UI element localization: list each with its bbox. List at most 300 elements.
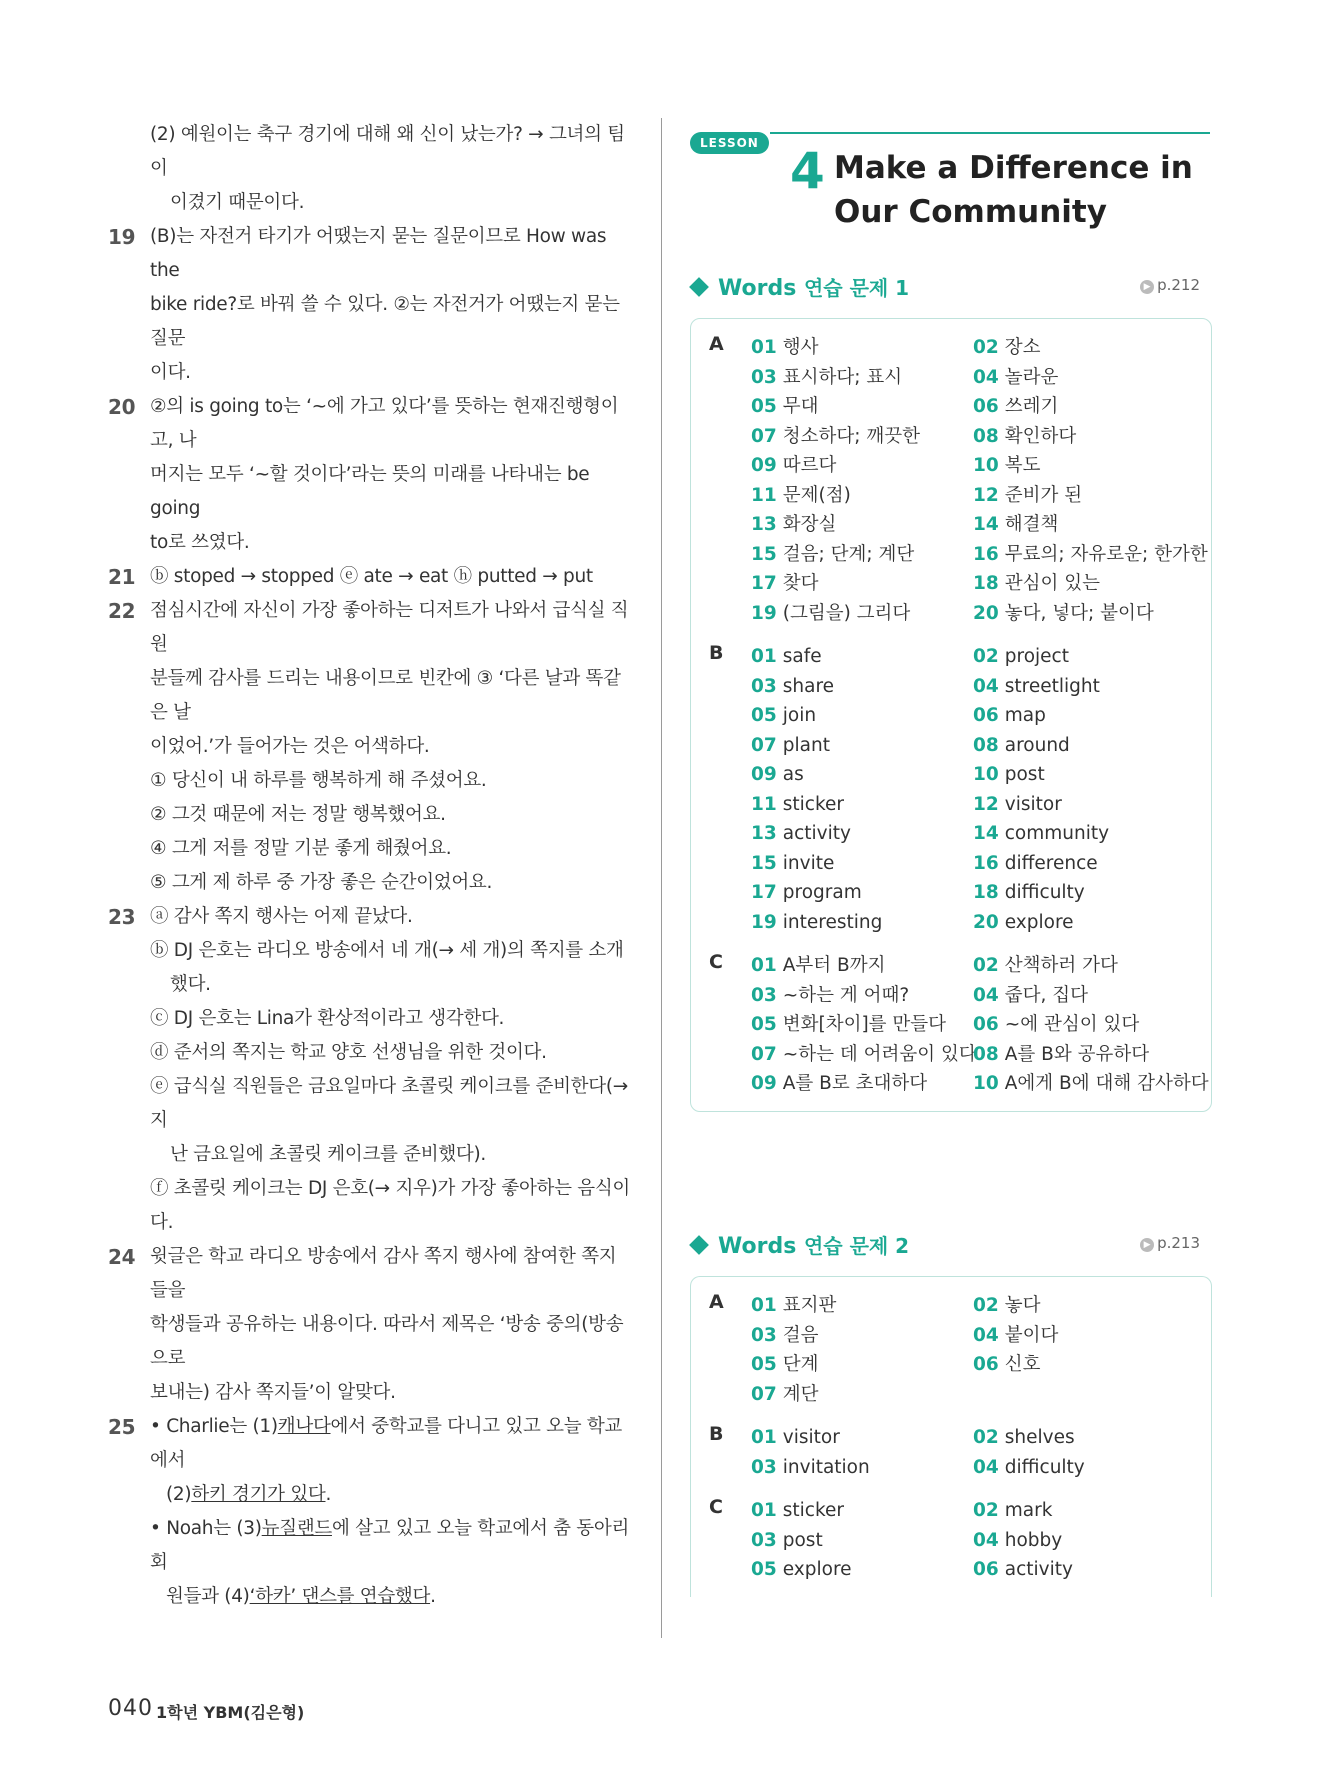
answer-row — [751, 701, 1211, 731]
answer-item — [100, 560, 632, 594]
answer-num: 15 — [751, 852, 777, 874]
answer-num: 06 — [973, 1559, 999, 1580]
answer-cell — [751, 672, 973, 702]
answer-num: 04 — [973, 1456, 999, 1478]
answer-text: A에게 B에 대해 감사하다 — [1004, 1073, 1209, 1094]
answer-text: ~하는 게 어때? — [782, 984, 910, 1006]
answer-text: 찾다 — [782, 573, 819, 594]
answer-cell — [973, 333, 1195, 363]
answer-text: 붙이다 — [1004, 1324, 1059, 1346]
answer-row — [751, 1010, 1211, 1040]
answer-row — [751, 1453, 1211, 1483]
answer-row — [751, 1291, 1211, 1321]
answer-cell — [751, 1291, 973, 1321]
answer-num: 10 — [973, 764, 999, 785]
answer-num: 08 — [973, 734, 999, 756]
text-line: 분들께 감사를 드리는 내용이므로 빈칸에 ③ ‘다른 날과 똑같은 날 — [150, 668, 621, 723]
answer-row — [751, 908, 1211, 938]
answer-row — [751, 760, 1211, 790]
answer-row — [751, 1040, 1211, 1070]
text-line: ⓕ 초콜릿 케이크는 DJ 은호(→ 지우)가 가장 좋아하는 음식이다. — [150, 1178, 630, 1233]
answer-num: 06 — [973, 1014, 999, 1035]
answer-row — [751, 1496, 1211, 1526]
answer-cell — [973, 481, 1195, 511]
answer-text: invitation — [782, 1456, 870, 1478]
answer-cell — [751, 790, 973, 820]
answer-num: 11 — [751, 793, 777, 815]
answer-cell — [973, 701, 1195, 731]
lesson-header — [690, 130, 1210, 240]
arrow-icon: ▶ — [1140, 280, 1154, 294]
answer-cell — [751, 481, 973, 511]
answer-row — [751, 672, 1211, 702]
answer-num: 07 — [751, 1043, 777, 1065]
answer-num: 01 — [751, 1295, 777, 1316]
answer-group — [691, 951, 1211, 1099]
answer-text: 표시하다; 표시 — [782, 366, 903, 388]
answer-text: 산책하러 가다 — [1004, 955, 1118, 976]
text-line: (B)는 자전거 타기가 어땠는지 묻는 질문이므로 How was the — [150, 226, 607, 281]
answer-cell — [973, 451, 1195, 481]
underlined-answer: 캐나다 — [277, 1416, 331, 1437]
answer-item — [100, 220, 632, 390]
text-line: 학생들과 공유하는 내용이다. 따라서 제목은 ‘방송 중의(방송으로 — [150, 1314, 624, 1369]
answer-cell — [751, 951, 973, 981]
answer-group — [691, 333, 1211, 628]
answer-cell — [751, 392, 973, 422]
answer-text: 무료의; 자유로운; 한가한 — [1004, 543, 1208, 565]
answer-cell — [751, 701, 973, 731]
page-reference-text: p.213 — [1157, 1234, 1200, 1252]
text-line: 이다. — [150, 362, 191, 383]
text-span: (2) — [166, 1484, 192, 1505]
answer-text: activity — [1004, 1559, 1073, 1580]
answer-num: 04 — [973, 1529, 999, 1551]
footer-text: 1학년 YBM(김은형) — [156, 1703, 305, 1722]
answer-num: 07 — [751, 734, 777, 756]
text-span: 에서 중학교를 다니고 있고 오늘 학교에서 — [150, 1416, 622, 1471]
text-line: ⓐ 감사 쪽지 행사는 어제 끝났다. — [150, 906, 413, 927]
answer-num: 17 — [751, 573, 777, 594]
answer-num: 13 — [751, 823, 777, 844]
answer-num: 18 — [973, 573, 999, 594]
answer-num: 11 — [751, 484, 777, 506]
answer-cell — [973, 981, 1195, 1011]
column-divider — [661, 118, 662, 1638]
answer-group — [691, 642, 1211, 937]
answer-cell — [751, 849, 973, 879]
answer-num: 20 — [973, 602, 999, 624]
answer-num: 05 — [751, 705, 777, 726]
text-line: (2) 예원이는 축구 경기에 대해 왜 신이 났는가? → 그녀의 팀이 — [150, 124, 625, 179]
section-title — [718, 1230, 909, 1259]
answer-cell — [973, 510, 1195, 540]
answer-cell — [973, 951, 1195, 981]
answer-row — [751, 481, 1211, 511]
answer-num: 03 — [751, 675, 777, 697]
answer-text: 따르다 — [782, 455, 837, 476]
answer-text: 문제(점) — [782, 484, 851, 506]
answer-text: project — [1004, 646, 1069, 667]
answer-row — [751, 333, 1211, 363]
answer-text: 쓰레기 — [1004, 396, 1059, 417]
answer-text: visitor — [782, 1427, 840, 1448]
group-letter: C — [709, 1496, 723, 1518]
text-line: ④ 그게 저를 정말 기분 좋게 해줬어요. — [150, 838, 452, 859]
answer-text: 단계 — [782, 1354, 819, 1375]
answer-text: activity — [782, 823, 851, 844]
text-span: • Noah는 (3) — [150, 1518, 262, 1539]
answer-num: 04 — [973, 984, 999, 1006]
answer-row — [751, 510, 1211, 540]
answer-cell — [751, 1526, 973, 1556]
section-title — [718, 272, 909, 301]
answer-num: 01 — [751, 955, 777, 976]
header-rule — [770, 132, 1210, 134]
text-line: ②의 is going to는 ‘~에 가고 있다’를 뜻하는 현재진행형이고, 나 — [150, 396, 619, 451]
section-header-2 — [690, 1230, 1210, 1260]
answer-text: explore — [782, 1559, 852, 1580]
text-line: 보내는) 감사 쪽지들’이 알맞다. — [150, 1382, 396, 1403]
answer-num: 01 — [751, 337, 777, 358]
answer-text: interesting — [782, 911, 883, 933]
answer-text: post — [1004, 764, 1045, 785]
text-span: • Charlie는 (1) — [150, 1416, 278, 1437]
underlined-answer: 뉴질랜드 — [261, 1518, 332, 1539]
answer-num: 01 — [751, 646, 777, 667]
answer-row — [751, 599, 1211, 629]
answer-cell — [751, 1496, 973, 1526]
answer-row — [751, 1380, 1211, 1410]
answer-num: 02 — [973, 337, 999, 358]
answer-number: 21 — [108, 565, 136, 589]
answer-text: shelves — [1004, 1427, 1075, 1448]
answer-cell — [973, 790, 1195, 820]
answer-cell — [751, 760, 973, 790]
answer-cell — [973, 1496, 1195, 1526]
text-span: 에 살고 있고 오늘 학교에서 춤 동아리 회 — [150, 1518, 630, 1573]
text-line: bike ride?로 바꿔 쓸 수 있다. ②는 자전거가 어땠는지 묻는 질문 — [150, 294, 620, 349]
answer-cell — [973, 760, 1195, 790]
answer-num: 13 — [751, 514, 777, 535]
answer-num: 14 — [973, 514, 999, 535]
answer-text: 걸음; 단계; 계단 — [782, 543, 915, 565]
text-line: ⓓ 준서의 쪽지는 학교 양호 선생님을 위한 것이다. — [150, 1042, 547, 1063]
text-line: 점심시간에 자신이 가장 좋아하는 디저트가 나와서 급식실 직원 — [150, 600, 629, 655]
answer-box-1 — [690, 318, 1212, 1112]
answer-text: ~하는 데 어려움이 있다 — [782, 1043, 977, 1065]
text-line: 윗글은 학교 라디오 방송에서 감사 쪽지 행사에 참여한 쪽지들을 — [150, 1246, 617, 1301]
answer-cell — [973, 642, 1195, 672]
answer-row — [751, 392, 1211, 422]
answer-num: 14 — [973, 823, 999, 844]
answer-number: 19 — [108, 225, 136, 249]
answer-cell — [973, 363, 1195, 393]
answer-num: 05 — [751, 396, 777, 417]
text-line: 이었어.’가 들어가는 것은 어색하다. — [150, 736, 430, 757]
answer-row — [751, 849, 1211, 879]
answer-18-continued — [100, 118, 632, 220]
answer-text: 확인하다 — [1004, 425, 1077, 447]
answer-row — [751, 642, 1211, 672]
answer-text: 계단 — [782, 1383, 819, 1405]
answer-num: 08 — [973, 425, 999, 447]
answer-num: 04 — [973, 1324, 999, 1346]
text-line: ② 그것 때문에 저는 정말 행복했어요. — [150, 804, 446, 825]
answer-item — [100, 1240, 632, 1410]
answer-num: 10 — [973, 1073, 999, 1094]
answer-cell — [973, 422, 1195, 452]
answer-cell — [973, 569, 1195, 599]
answer-num: 09 — [751, 455, 777, 476]
answer-num: 03 — [751, 984, 777, 1006]
answer-text: sticker — [782, 1500, 844, 1521]
answer-cell — [973, 731, 1195, 761]
answer-cell — [751, 1321, 973, 1351]
answer-num: 01 — [751, 1427, 777, 1448]
answer-cell — [973, 1291, 1195, 1321]
answer-num: 19 — [751, 602, 777, 624]
answer-text: 해결책 — [1004, 514, 1059, 535]
section-title-en: Words — [718, 1234, 797, 1259]
answer-cell — [973, 540, 1208, 570]
answer-num: 07 — [751, 1383, 777, 1405]
answer-number: 23 — [108, 905, 136, 929]
lesson-number: 4 — [790, 142, 825, 200]
answer-row — [751, 1423, 1211, 1453]
answer-text: 변화[차이]를 만들다 — [782, 1014, 947, 1035]
answer-num: 16 — [973, 543, 999, 565]
text-span: . — [430, 1586, 436, 1607]
answer-text: 놓다, 넣다; 붙이다 — [1004, 602, 1154, 624]
diamond-icon — [689, 1235, 709, 1255]
answer-cell — [751, 1069, 973, 1099]
answer-cell — [973, 878, 1195, 908]
answer-num: 18 — [973, 882, 999, 903]
answer-cell — [973, 908, 1195, 938]
answer-row — [751, 422, 1211, 452]
answer-cell — [973, 1040, 1195, 1070]
text-line: ⓔ 급식실 직원들은 금요일마다 초콜릿 케이크를 준비한다(→ 지 — [150, 1076, 628, 1131]
answer-text: (그림을) 그리다 — [782, 602, 911, 624]
section-title-ko: 연습 문제 1 — [803, 276, 910, 300]
answer-row — [751, 1555, 1211, 1585]
answer-num: 05 — [751, 1559, 777, 1580]
section-title-en: Words — [718, 276, 797, 301]
answer-num: 02 — [973, 646, 999, 667]
answer-text: difficulty — [1004, 1456, 1085, 1478]
answer-row — [751, 1321, 1211, 1351]
answer-text: community — [1004, 823, 1110, 844]
text-line: ⓑ stoped → stopped ⓔ ate → eat ⓗ putted → put — [150, 566, 593, 587]
answer-num: 17 — [751, 882, 777, 903]
answer-num: 10 — [973, 455, 999, 476]
answer-text: 줍다, 집다 — [1004, 984, 1088, 1006]
answer-text: A를 B와 공유하다 — [1004, 1043, 1150, 1065]
answer-cell — [751, 981, 973, 1011]
answer-text: 무대 — [782, 396, 819, 417]
answer-text: 화장실 — [782, 514, 837, 535]
answer-cell — [751, 540, 973, 570]
page-reference — [1140, 1234, 1200, 1252]
answer-number: 22 — [108, 599, 136, 623]
answer-cell — [973, 1069, 1209, 1099]
answer-text: sticker — [782, 793, 844, 815]
text-line: ⓑ DJ 은호는 라디오 방송에서 네 개(→ 세 개)의 쪽지를 소개 — [150, 940, 624, 961]
answer-text: around — [1004, 734, 1070, 756]
answer-text: mark — [1004, 1500, 1053, 1521]
answer-text: program — [782, 882, 862, 903]
answer-num: 06 — [973, 396, 999, 417]
answer-text: difference — [1004, 852, 1098, 874]
answer-num: 02 — [973, 1295, 999, 1316]
answer-num: 08 — [973, 1043, 999, 1065]
diamond-icon — [689, 277, 709, 297]
answer-text: 장소 — [1004, 337, 1041, 358]
answer-num: 02 — [973, 1500, 999, 1521]
group-letter: B — [709, 642, 724, 664]
answer-text: map — [1004, 705, 1046, 726]
answer-num: 16 — [973, 852, 999, 874]
answer-row — [751, 819, 1211, 849]
answer-cell — [751, 1010, 973, 1040]
underlined-answer: 하키 경기가 있다 — [191, 1484, 326, 1505]
answer-row — [751, 1526, 1211, 1556]
answer-item — [100, 594, 632, 900]
answer-cell — [973, 819, 1195, 849]
answer-cell — [751, 908, 973, 938]
answer-text: explore — [1004, 911, 1074, 933]
answer-cell — [973, 1555, 1195, 1585]
answer-text: streetlight — [1004, 675, 1100, 697]
answer-number: 25 — [108, 1415, 136, 1439]
answer-cell — [751, 819, 973, 849]
answer-text: 놓다 — [1004, 1295, 1041, 1316]
answer-cell — [973, 849, 1195, 879]
answer-num: 07 — [751, 425, 777, 447]
section-title-ko: 연습 문제 2 — [803, 1234, 910, 1258]
answer-num: 12 — [973, 793, 999, 815]
text-line: ⑤ 그게 제 하루 중 가장 좋은 순간이었어요. — [150, 872, 493, 893]
answer-cell — [751, 1380, 973, 1410]
group-letter: B — [709, 1423, 724, 1445]
text-line: ⓒ DJ 은호는 Lina가 환상적이라고 생각한다. — [150, 1008, 505, 1029]
answer-item — [100, 900, 632, 1240]
answer-cell — [751, 1040, 977, 1070]
answer-cell — [751, 599, 973, 629]
answer-num: 03 — [751, 1456, 777, 1478]
page-reference — [1140, 276, 1200, 294]
text-span: . — [325, 1484, 332, 1505]
underlined-answer: ‘하카’ 댄스를 연습했다 — [249, 1586, 431, 1607]
answer-cell — [973, 1010, 1195, 1040]
answer-row — [751, 1350, 1211, 1380]
answer-group — [691, 1423, 1211, 1482]
answer-row — [751, 363, 1211, 393]
lesson-title: Make a Difference in Our Community — [834, 150, 1193, 230]
answer-row — [751, 790, 1211, 820]
answer-cell — [973, 599, 1195, 629]
answer-text: 놀라운 — [1004, 366, 1059, 388]
answer-num: 03 — [751, 1529, 777, 1551]
answer-cell — [973, 392, 1195, 422]
text-line: 머지는 모두 ‘~할 것이다’라는 뜻의 미래를 나타내는 be going — [150, 464, 590, 519]
answer-item — [100, 1410, 632, 1614]
answer-cell — [973, 1453, 1195, 1483]
answer-row — [751, 951, 1211, 981]
answer-text: share — [782, 675, 835, 697]
answer-num: 04 — [973, 675, 999, 697]
answer-cell — [751, 569, 973, 599]
answer-num: 02 — [973, 955, 999, 976]
answer-num: 09 — [751, 1073, 777, 1094]
answer-num: 15 — [751, 543, 777, 565]
answer-text: post — [782, 1529, 823, 1551]
answer-row — [751, 1069, 1211, 1099]
answer-text: safe — [782, 646, 822, 667]
answer-row — [751, 569, 1211, 599]
answer-text: 복도 — [1004, 455, 1041, 476]
answer-row — [751, 451, 1211, 481]
answer-text: 행사 — [782, 337, 819, 358]
answer-cell — [751, 878, 973, 908]
text-line: 이겼기 때문이다. — [170, 192, 305, 213]
answer-cell — [751, 451, 973, 481]
answer-text: A를 B로 초대하다 — [782, 1073, 928, 1094]
answer-text: join — [782, 705, 817, 726]
answer-text: 관심이 있는 — [1004, 573, 1100, 594]
answer-cell — [973, 1423, 1195, 1453]
answer-num: 02 — [973, 1427, 999, 1448]
answer-text: hobby — [1004, 1529, 1063, 1551]
answer-groups — [691, 319, 1211, 1099]
answer-cell — [751, 731, 973, 761]
answer-group — [691, 1496, 1211, 1585]
answer-text: visitor — [1004, 793, 1062, 815]
answer-num: 09 — [751, 764, 777, 785]
answer-number: 24 — [108, 1245, 136, 1269]
bullet-line — [150, 1410, 632, 1478]
group-letter: A — [709, 1291, 724, 1313]
answer-row — [751, 731, 1211, 761]
answer-text: ~에 관심이 있다 — [1004, 1014, 1140, 1035]
section-header-1 — [690, 272, 1210, 302]
answer-text: 걸음 — [782, 1324, 819, 1346]
page-reference-text: p.212 — [1157, 276, 1200, 294]
bullet-line — [150, 1478, 632, 1512]
answer-row — [751, 540, 1211, 570]
answer-cell — [973, 672, 1195, 702]
answer-number: 20 — [108, 395, 136, 419]
group-letter: C — [709, 951, 723, 973]
text-line: ① 당신이 내 하루를 행복하게 해 주셨어요. — [150, 770, 487, 791]
page-number: 040 — [108, 1696, 153, 1721]
answer-num: 05 — [751, 1014, 777, 1035]
answer-cell — [973, 1350, 1195, 1380]
answer-num: 06 — [973, 1354, 999, 1375]
text-line: 난 금요일에 초콜릿 케이크를 준비했다). — [170, 1144, 486, 1165]
lesson-badge: LESSON — [690, 132, 769, 154]
answer-num: 03 — [751, 366, 777, 388]
group-letter: A — [709, 333, 724, 355]
answer-text: difficulty — [1004, 882, 1085, 903]
text-line: to로 쓰였다. — [150, 532, 250, 553]
answer-num: 04 — [973, 366, 999, 388]
answer-cell — [751, 642, 973, 672]
answer-text: 신호 — [1004, 1354, 1041, 1375]
answer-cell — [751, 363, 973, 393]
answer-num: 06 — [973, 705, 999, 726]
